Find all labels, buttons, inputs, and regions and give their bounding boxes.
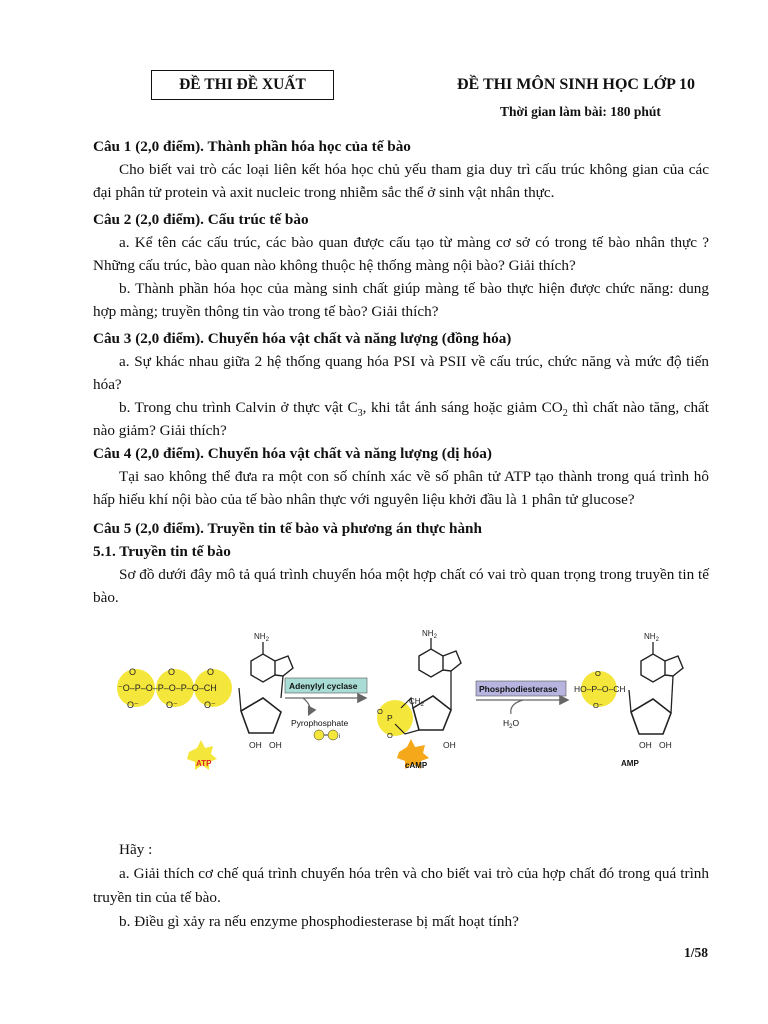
atp-nh2-label: $NH_2$ (254, 632, 269, 643)
question-5-title: Câu 5 (2,0 điểm). Truyền tin tế bào và phương án thực hành (93, 520, 482, 537)
camp-pathway-diagram (113, 626, 709, 776)
question-3b-part1: b. Trong chu trình Calvin ở thực vật C (119, 399, 358, 416)
question-5-text: Sơ đồ dưới đây mô tả quá trình chuyển hóa một hợp chất có vai trò quan trọng trong truyền tin tế bào. (93, 566, 709, 606)
atp-oh-label-1: OH (249, 740, 262, 750)
tasks-intro: Hãy : (119, 841, 153, 858)
pi-subscript: i (339, 734, 341, 740)
atp-label: ATP (196, 759, 212, 768)
phosphodiesterase-label: Phosphodiesterase (479, 684, 558, 694)
svg-text:O: O (129, 667, 137, 677)
question-2a-text: a. Kể tên các cấu trúc, các bào quan được cấu tạo từ màng cơ sở có trong tế bào nhân thực ? Những cấu trúc, bào quan nào không thuộc hệ thống màng nội bào? Giải thích? (93, 234, 709, 274)
svg-text:O⁻: O⁻ (127, 700, 139, 710)
svg-text:O: O (377, 707, 383, 716)
camp-nh2-label: $NH_2$ (422, 629, 437, 640)
svg-text:O⁻: O⁻ (593, 701, 603, 710)
svg-text:O⁻: O⁻ (204, 700, 216, 710)
atp-phosphate-chain: ⁻O–P–O–P–O–P–O–CH (118, 683, 217, 693)
svg-text:O: O (168, 667, 176, 677)
question-5-tasks (93, 838, 709, 934)
atp-molecule (117, 632, 293, 750)
page-number: 1/58 (683, 945, 708, 960)
exam-time: Thời gian làm bài: 180 phút (500, 104, 661, 119)
question-3-title: Câu 3 (2,0 điểm). Chuyển hóa vật chất và năng lượng (đồng hóa) (93, 330, 512, 347)
camp-label: cAMP (405, 761, 428, 770)
question-3a-text: a. Sự khác nhau giữa 2 hệ thống quang hóa PSI và PSII về cấu trúc, chức năng và mức độ tiến hóa? (93, 353, 709, 393)
adenylyl-cyclase-label: Adenylyl cyclase (289, 681, 358, 691)
atp-badge (187, 740, 217, 770)
amp-molecule (574, 632, 683, 768)
co2-subscript: 2 (562, 408, 568, 420)
camp-phosphate-circle (377, 700, 413, 736)
camp-badge (397, 739, 429, 770)
adenylyl-cyclase-step (285, 678, 367, 740)
camp-ch2-label: $CH_2$ (409, 697, 424, 708)
amp-label: AMP (621, 759, 639, 768)
camp-phosphorus-label: P (387, 713, 393, 723)
pyrophosphate-label: Pyrophosphate (291, 718, 349, 728)
question-3b-part3: thì chất nào tăng, chất nào giảm? Giải thích? (93, 399, 710, 439)
exam-title: ĐỀ THI MÔN SINH HỌC LỚP 10 (457, 76, 695, 93)
amp-oh-label-1: OH (639, 740, 652, 750)
amp-oh-label-2: OH (659, 740, 672, 750)
camp-molecule (377, 629, 461, 750)
camp-oh-label: OH (443, 740, 456, 750)
question-3b-text (93, 396, 709, 442)
question-2-title: Câu 2 (2,0 điểm). Cấu trúc tế bào (93, 211, 309, 228)
task-a-text: a. Giải thích cơ chế quá trình chuyển hóa trên và cho biết vai trò của hợp chất đó trong quá trình truyền tin của tế bào. (93, 865, 709, 906)
phosphodiesterase-step (476, 681, 567, 730)
svg-text:O⁻: O⁻ (166, 700, 178, 710)
question-1-text: Cho biết vai trò các loại liên kết hóa học chủ yếu tham gia duy trì cấu trúc không gian của các đại phân tử protein và axit nucleic trong nhiễm sắc thể ở sinh vật nhân thực. (93, 161, 709, 201)
proposed-exam-box: ĐỀ THI ĐỀ XUẤT (151, 70, 334, 100)
water-label: $H_2O$ (503, 718, 520, 730)
questions-body (93, 135, 709, 609)
amp-nh2-label: $NH_2$ (644, 632, 659, 643)
atp-oh-label-2: OH (269, 740, 282, 750)
question-5-1-title: 5.1. Truyền tin tế bào (93, 543, 231, 560)
svg-text:O: O (387, 731, 393, 740)
svg-text:O: O (595, 669, 601, 678)
question-3b-part2: , khi tắt ánh sáng hoặc giảm CO (362, 399, 563, 416)
question-4-text: Tại sao không thể đưa ra một con số chính xác về số phân tử ATP tạo thành trong quá trình hô hấp hiếu khí nội bào của tế bào nhân thực với nguyên liệu khởi đầu là 1 phân tử glucose? (93, 468, 709, 508)
question-4-title: Câu 4 (2,0 điểm). Chuyển hóa vật chất và năng lượng (dị hóa) (93, 445, 492, 462)
svg-text:O: O (207, 667, 215, 677)
c3-subscript: 3 (357, 408, 363, 420)
question-1-title: Câu 1 (2,0 điểm). Thành phần hóa học của tế bào (93, 138, 411, 155)
question-2b-text: b. Thành phần hóa học của màng sinh chất giúp màng tế bào thực hiện được chức năng: dung hợp màng; truyền thông tin vào trong tế bào? Giải thích? (93, 280, 709, 320)
amp-phosphate-chain: HO–P–O–CH (574, 684, 626, 694)
task-b-text: b. Điều gì xảy ra nếu enzyme phosphodiesterase bị mất hoạt tính? (119, 913, 519, 930)
